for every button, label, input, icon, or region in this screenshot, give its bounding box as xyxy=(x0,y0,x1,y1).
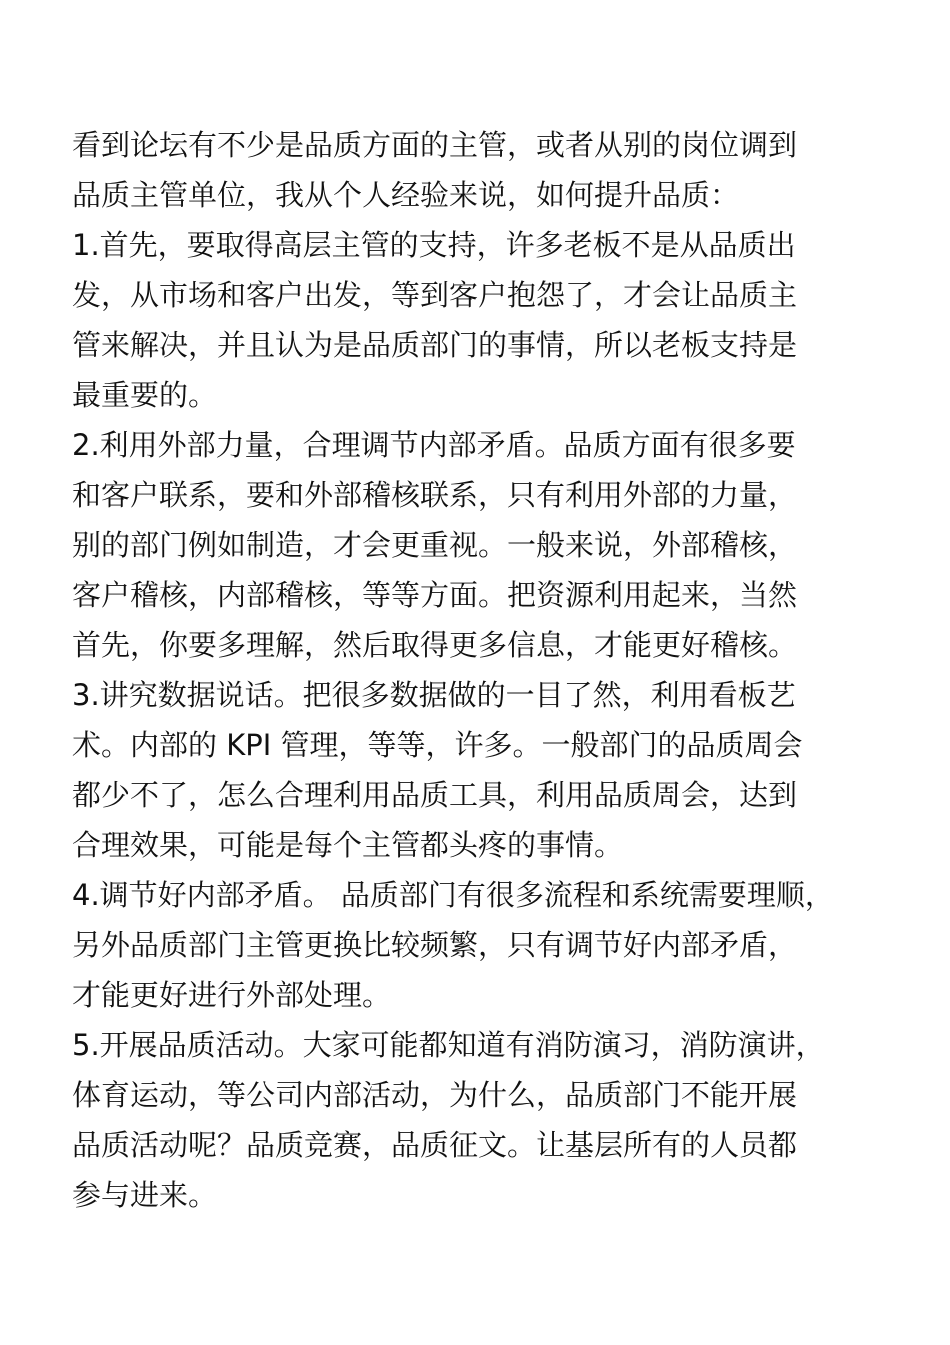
item-paragraph-3: 3.讲究数据说话。把很多数据做的一目了然，利用看板艺 术。内部的 KPI 管理，等等，许多。一般部门的品质周会 都少不了，怎么合理利用品质工具，利用品质周会，达到 合理效果，可能是每个主管都头疼的事情。 xyxy=(72,678,803,862)
item-paragraph-2: 2.利用外部力量，合理调节内部矛盾。品质方面有很多要 和客户联系，要和外部稽核联系，只有利用外部的力量， 别的部门例如制造，才会更重视。一般来说，外部稽核， 客户稽核，内部稽核，等等方面。把资源利用起来，当然 首先，你要多理解，然后取得更多信息，才能更好稽核。 xyxy=(72,428,798,662)
item-paragraph-1: 1.首先，要取得高层主管的支持，许多老板不是从品质出 发，从市场和客户出发，等到客户抱怨了，才会让品质主 管来解决，并且认为是品质部门的事情，所以老板支持是 最重要的。 xyxy=(72,228,798,412)
item-paragraph-4: 4.调节好内部矛盾。 品质部门有很多流程和系统需要理顺， 另外品质部门主管更换比较频繁，只有调节好内部矛盾， 才能更好进行外部处理。 xyxy=(72,878,834,1012)
document-body xyxy=(72,120,847,1220)
item-paragraph-5: 5.开展品质活动。大家可能都知道有消防演习，消防演讲， 体育运动，等公司内部活动，为什么，品质部门不能开展 品质活动呢？品质竞赛，品质征文。让基层所有的人员都 参与进来。 xyxy=(72,1028,825,1212)
intro-paragraph: 看到论坛有不少是品质方面的主管，或者从别的岗位调到 品质主管单位，我从个人经验来说，如何提升品质： xyxy=(72,128,798,212)
